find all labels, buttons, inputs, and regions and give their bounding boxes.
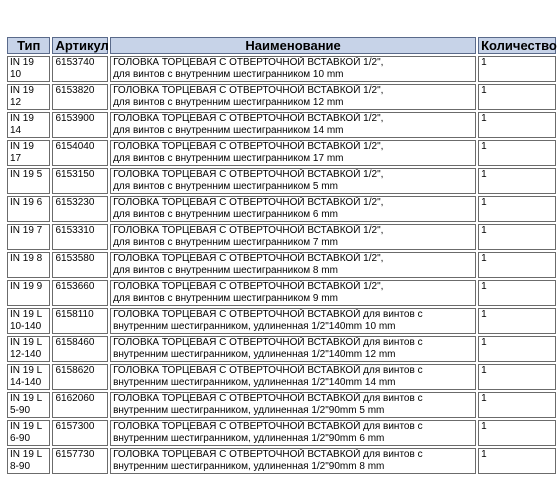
name-line-2: внутренним шестигранником, удлиненная 1/2"140mm 12 mm xyxy=(113,349,396,360)
cell-article: 6157300 xyxy=(52,420,108,446)
name-line-1: ГОЛОВКА ТОРЦЕВАЯ С ОТВЕРТОЧНОЙ ВСТАВКОЙ для винтов с xyxy=(113,421,423,432)
name-line-1: ГОЛОВКА ТОРЦЕВАЯ С ОТВЕРТОЧНОЙ ВСТАВКОЙ 1/2", xyxy=(113,85,384,96)
table-row xyxy=(7,448,556,474)
cell-type: IN 19 5 xyxy=(7,168,50,194)
cell-article: 6153230 xyxy=(52,196,108,222)
table-row xyxy=(7,224,556,250)
name-line-2: для винтов с внутренним шестигранником 8 mm xyxy=(113,265,338,276)
name-line-2: внутренним шестигранником, удлиненная 1/2"140mm 14 mm xyxy=(113,377,396,388)
header-type: Тип xyxy=(7,37,50,54)
cell-type: IN 19 7 xyxy=(7,224,50,250)
cell-name xyxy=(110,140,476,166)
table-row xyxy=(7,392,556,418)
header-quantity: Количество xyxy=(478,37,556,54)
name-line-2: внутренним шестигранником, удлиненная 1/2"140mm 10 mm xyxy=(113,321,396,332)
cell-article: 6153150 xyxy=(52,168,108,194)
table-row xyxy=(7,84,556,110)
cell-article: 6158620 xyxy=(52,364,108,390)
cell-quantity: 1 xyxy=(478,140,556,166)
table-row xyxy=(7,364,556,390)
name-line-2: для винтов с внутренним шестигранником 17 mm xyxy=(113,153,344,164)
name-line-1: ГОЛОВКА ТОРЦЕВАЯ С ОТВЕРТОЧНОЙ ВСТАВКОЙ 1/2", xyxy=(113,225,384,236)
cell-quantity: 1 xyxy=(478,196,556,222)
name-line-2: для винтов с внутренним шестигранником 9 mm xyxy=(113,293,338,304)
cell-name xyxy=(110,224,476,250)
name-line-2: для винтов с внутренним шестигранником 7 mm xyxy=(113,237,338,248)
cell-quantity: 1 xyxy=(478,308,556,334)
cell-quantity: 1 xyxy=(478,448,556,474)
name-line-2: для винтов с внутренним шестигранником 6 mm xyxy=(113,209,338,220)
cell-name xyxy=(110,84,476,110)
table-row xyxy=(7,168,556,194)
cell-quantity: 1 xyxy=(478,84,556,110)
name-line-1: ГОЛОВКА ТОРЦЕВАЯ С ОТВЕРТОЧНОЙ ВСТАВКОЙ для винтов с xyxy=(113,337,423,348)
cell-name xyxy=(110,420,476,446)
name-line-2: внутренним шестигранником, удлиненная 1/2"90mm 5 mm xyxy=(113,405,385,416)
name-line-2: для винтов с внутренним шестигранником 14 mm xyxy=(113,125,344,136)
cell-name xyxy=(110,112,476,138)
cell-name xyxy=(110,364,476,390)
cell-name xyxy=(110,196,476,222)
cell-type: IN 19 10 xyxy=(7,56,50,82)
cell-name xyxy=(110,168,476,194)
cell-name xyxy=(110,252,476,278)
cell-article: 6158110 xyxy=(52,308,108,334)
cell-article: 6154040 xyxy=(52,140,108,166)
name-line-1: ГОЛОВКА ТОРЦЕВАЯ С ОТВЕРТОЧНОЙ ВСТАВКОЙ 1/2", xyxy=(113,253,384,264)
name-line-2: для винтов с внутренним шестигранником 10 mm xyxy=(113,69,344,80)
cell-quantity: 1 xyxy=(478,336,556,362)
name-line-1: ГОЛОВКА ТОРЦЕВАЯ С ОТВЕРТОЧНОЙ ВСТАВКОЙ для винтов с xyxy=(113,309,423,320)
table-row xyxy=(7,308,556,334)
cell-type: IN 19 9 xyxy=(7,280,50,306)
cell-article: 6153310 xyxy=(52,224,108,250)
cell-article: 6157730 xyxy=(52,448,108,474)
cell-quantity: 1 xyxy=(478,224,556,250)
name-line-1: ГОЛОВКА ТОРЦЕВАЯ С ОТВЕРТОЧНОЙ ВСТАВКОЙ 1/2", xyxy=(113,141,384,152)
cell-quantity: 1 xyxy=(478,280,556,306)
cell-type: IN 19 14 xyxy=(7,112,50,138)
cell-article: 6153660 xyxy=(52,280,108,306)
cell-type: IN 19 L 6-90 xyxy=(7,420,50,446)
name-line-1: ГОЛОВКА ТОРЦЕВАЯ С ОТВЕРТОЧНОЙ ВСТАВКОЙ для винтов с xyxy=(113,365,423,376)
name-line-1: ГОЛОВКА ТОРЦЕВАЯ С ОТВЕРТОЧНОЙ ВСТАВКОЙ 1/2", xyxy=(113,113,384,124)
product-table xyxy=(5,35,558,476)
cell-type: IN 19 8 xyxy=(7,252,50,278)
header-article: Артикул xyxy=(52,37,108,54)
cell-type: IN 19 12 xyxy=(7,84,50,110)
cell-type: IN 19 L 10-140 xyxy=(7,308,50,334)
cell-name xyxy=(110,308,476,334)
product-table-container xyxy=(5,35,558,476)
cell-article: 6158460 xyxy=(52,336,108,362)
name-line-1: ГОЛОВКА ТОРЦЕВАЯ С ОТВЕРТОЧНОЙ ВСТАВКОЙ 1/2", xyxy=(113,57,384,68)
name-line-2: внутренним шестигранником, удлиненная 1/2"90mm 6 mm xyxy=(113,433,385,444)
name-line-1: ГОЛОВКА ТОРЦЕВАЯ С ОТВЕРТОЧНОЙ ВСТАВКОЙ для винтов с xyxy=(113,449,423,460)
cell-name xyxy=(110,336,476,362)
cell-quantity: 1 xyxy=(478,56,556,82)
cell-quantity: 1 xyxy=(478,420,556,446)
cell-type: IN 19 17 xyxy=(7,140,50,166)
name-line-1: ГОЛОВКА ТОРЦЕВАЯ С ОТВЕРТОЧНОЙ ВСТАВКОЙ 1/2", xyxy=(113,197,384,208)
cell-quantity: 1 xyxy=(478,112,556,138)
cell-type: IN 19 L 12-140 xyxy=(7,336,50,362)
cell-quantity: 1 xyxy=(478,392,556,418)
cell-type: IN 19 L 5-90 xyxy=(7,392,50,418)
name-line-1: ГОЛОВКА ТОРЦЕВАЯ С ОТВЕРТОЧНОЙ ВСТАВКОЙ 1/2", xyxy=(113,281,384,292)
cell-quantity: 1 xyxy=(478,252,556,278)
cell-quantity: 1 xyxy=(478,364,556,390)
cell-name xyxy=(110,448,476,474)
table-row xyxy=(7,140,556,166)
cell-article: 6153740 xyxy=(52,56,108,82)
cell-article: 6153820 xyxy=(52,84,108,110)
table-row xyxy=(7,196,556,222)
table-row xyxy=(7,336,556,362)
cell-article: 6153900 xyxy=(52,112,108,138)
table-row xyxy=(7,280,556,306)
name-line-2: для винтов с внутренним шестигранником 5 mm xyxy=(113,181,338,192)
cell-type: IN 19 L 14-140 xyxy=(7,364,50,390)
cell-type: IN 19 L 8-90 xyxy=(7,448,50,474)
cell-article: 6153580 xyxy=(52,252,108,278)
cell-article: 6162060 xyxy=(52,392,108,418)
name-line-1: ГОЛОВКА ТОРЦЕВАЯ С ОТВЕРТОЧНОЙ ВСТАВКОЙ для винтов с xyxy=(113,393,423,404)
cell-name xyxy=(110,56,476,82)
table-row xyxy=(7,112,556,138)
table-row xyxy=(7,56,556,82)
table-header-row xyxy=(7,37,556,54)
name-line-2: внутренним шестигранником, удлиненная 1/2"90mm 8 mm xyxy=(113,461,385,472)
name-line-2: для винтов с внутренним шестигранником 12 mm xyxy=(113,97,344,108)
cell-quantity: 1 xyxy=(478,168,556,194)
table-row xyxy=(7,252,556,278)
table-row xyxy=(7,420,556,446)
name-line-1: ГОЛОВКА ТОРЦЕВАЯ С ОТВЕРТОЧНОЙ ВСТАВКОЙ 1/2", xyxy=(113,169,384,180)
header-name: Наименование xyxy=(110,37,476,54)
cell-name xyxy=(110,392,476,418)
cell-type: IN 19 6 xyxy=(7,196,50,222)
cell-name xyxy=(110,280,476,306)
